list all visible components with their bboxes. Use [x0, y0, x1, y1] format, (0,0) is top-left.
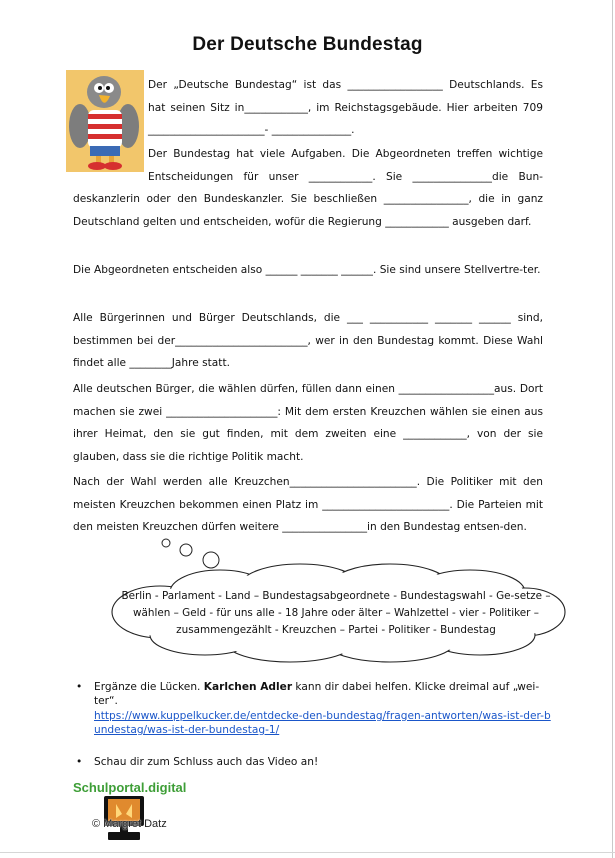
- page-edge-right: [612, 0, 613, 858]
- kuppelkucker-link[interactable]: https://www.kuppelkucker.de/entdecke-den-bundestag/fragen-antworten/was-ist-der-bundestag/was-ist-der-bundestag-1/: [94, 710, 551, 736]
- bullet-dot-icon: •: [76, 681, 83, 693]
- bullet-dot-icon: •: [76, 756, 83, 768]
- copyright-text: © Margret Datz: [92, 818, 167, 830]
- task-2-text: Schau dir zum Schluss auch das Video an!: [94, 756, 319, 768]
- task-item-2: [76, 755, 556, 769]
- task-list: [76, 680, 556, 769]
- schulportal-logo-text: Schulportal.digital: [73, 780, 187, 795]
- paragraph-2-block: Der Bundestag hat viele Aufgaben. Die Abgeordneten treffen wichtige Entscheidungen für unser ____________. Sie _______________die Bun-deskanzlerin oder den Bundeskanzler. Sie beschließen ________________, die in ganz Deutschland gelten und entscheiden, wofür die Regierung ____________ ausgeben darf.: [73, 148, 547, 228]
- paragraph-6: Nach der Wahl werden alle Kreuzchen________________________. Die Politiker mit den meisten Kreuzchen bekommen einen Platz im ________________________. Die Parteien mit den meisten Kreuzchen dürfen weitere ________________in den Bundestag entsen-den.: [73, 476, 547, 533]
- page-edge-bottom: [0, 852, 615, 853]
- paragraph-3: Die Abgeordneten entscheiden also ______ _______ ______. Sie sind unsere Stellvertre-ter.: [73, 264, 541, 276]
- page-title: Der Deutsche Bundestag: [192, 34, 423, 55]
- paragraph-1: Der „Deutsche Bundestag“ ist das __________________ Deutschlands. Es hat seinen Sitz in____________, im Reichstagsgebäude. Hier arbeiten 709 ______________________- _______________.: [148, 79, 547, 136]
- task-1-text: Ergänze die Lücken.: [94, 681, 204, 693]
- paragraph-4: Alle Bürgerinnen und Bürger Deutschlands, die ___ ___________ _______ ______ sind, bestimmen bei der_________________________, wer in den Bundestag kommt. Diese Wahl findet alle ________Jahre statt.: [73, 312, 547, 369]
- task-item-1: [76, 680, 556, 737]
- task-1-suffix: kann dir dabei helfen. Klicke dreimal auf „wei-ter“.: [94, 681, 540, 707]
- task-1-bold: Karlchen Adler: [203, 681, 293, 693]
- word-bank-text: Berlin - Parlament - Land – Bundestagsabgeordnete - Bundestagswahl - Ge-setze – wählen – Geld - für uns alle - 18 Jahre oder älter – Wahlzettel - vier - Politiker – zusammengezählt - Kreuzchen – Partei - Politiker - Bundestag: [121, 590, 551, 636]
- paragraph-5: Alle deutschen Bürger, die wählen dürfen, füllen dann einen __________________aus. Dort machen sie zwei _____________________: Mit dem ersten Kreuzchen wählen sie einen aus ihrer Heimat, den sie gut finden, mit dem zweiten eine ____________, von der sie glauben, dass sie die richtige Politik macht.: [73, 383, 547, 463]
